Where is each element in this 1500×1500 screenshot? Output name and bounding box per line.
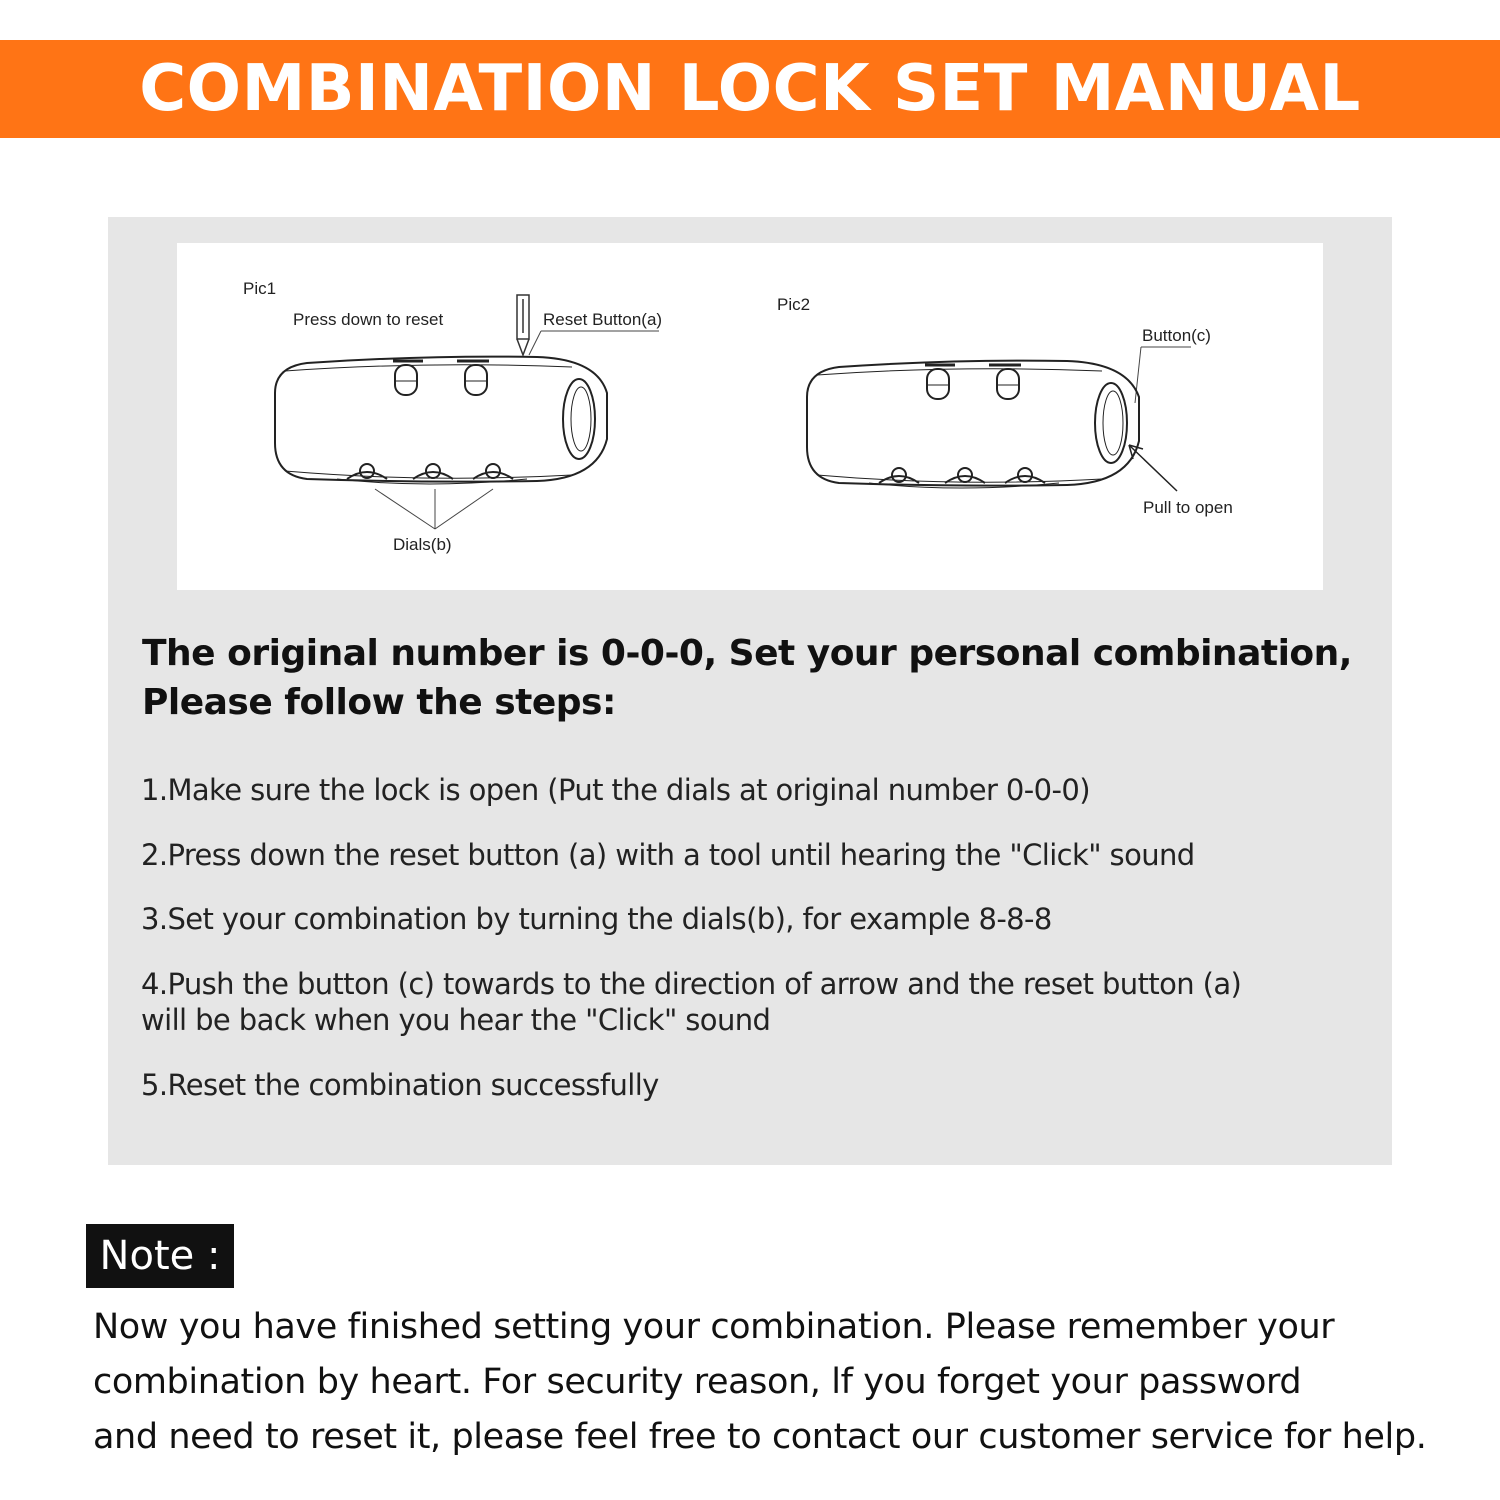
step-2: 2.Press down the reset button (a) with a tool until hearing the "Click" sound [141,838,1195,872]
instruction-panel [108,217,1392,1165]
pic2-label: Pic2 [777,295,811,314]
pull-arrow-icon [1129,445,1177,491]
step-4-continued: will be back when you hear the "Click" sound [141,1003,771,1037]
lock-body-pic2 [807,361,1139,488]
instructions-heading [142,629,1372,727]
dials-label: Dials(b) [393,535,452,554]
note-label: Note : [86,1224,234,1288]
lock-body-pic1 [275,357,607,484]
heading-line-2: Please follow the steps: [142,682,616,723]
pull-to-open-label: Pull to open [1143,498,1233,517]
lock-diagram-illustration [177,243,1323,590]
press-down-label: Press down to reset [293,310,444,329]
heading-line-1: The original number is 0-0-0, Set your personal combination, [142,633,1352,674]
note-line-1: Now you have finished setting your combination. Please remember your [93,1307,1335,1347]
step-1: 1.Make sure the lock is open (Put the dials at original number 0-0-0) [141,773,1090,807]
note-text [93,1300,1453,1465]
note-line-3: and need to reset it, please feel free to contact our customer service for help. [93,1417,1427,1457]
page-title: COMBINATION LOCK SET MANUAL [139,52,1361,126]
step-3: 3.Set your combination by turning the dials(b), for example 8-8-8 [141,902,1052,936]
step-5: 5.Reset the combination successfully [141,1068,659,1102]
title-banner [0,40,1500,138]
button-c-label: Button(c) [1142,326,1211,345]
note-line-2: combination by heart. For security reason, lf you forget your password [93,1362,1302,1402]
lock-diagram [177,243,1323,590]
pen-tool-icon [517,295,529,355]
pic1-label: Pic1 [243,279,277,298]
reset-button-label: Reset Button(a) [543,310,663,329]
step-4: 4.Push the button (c) towards to the direction of arrow and the reset button (a) [141,967,1242,1001]
